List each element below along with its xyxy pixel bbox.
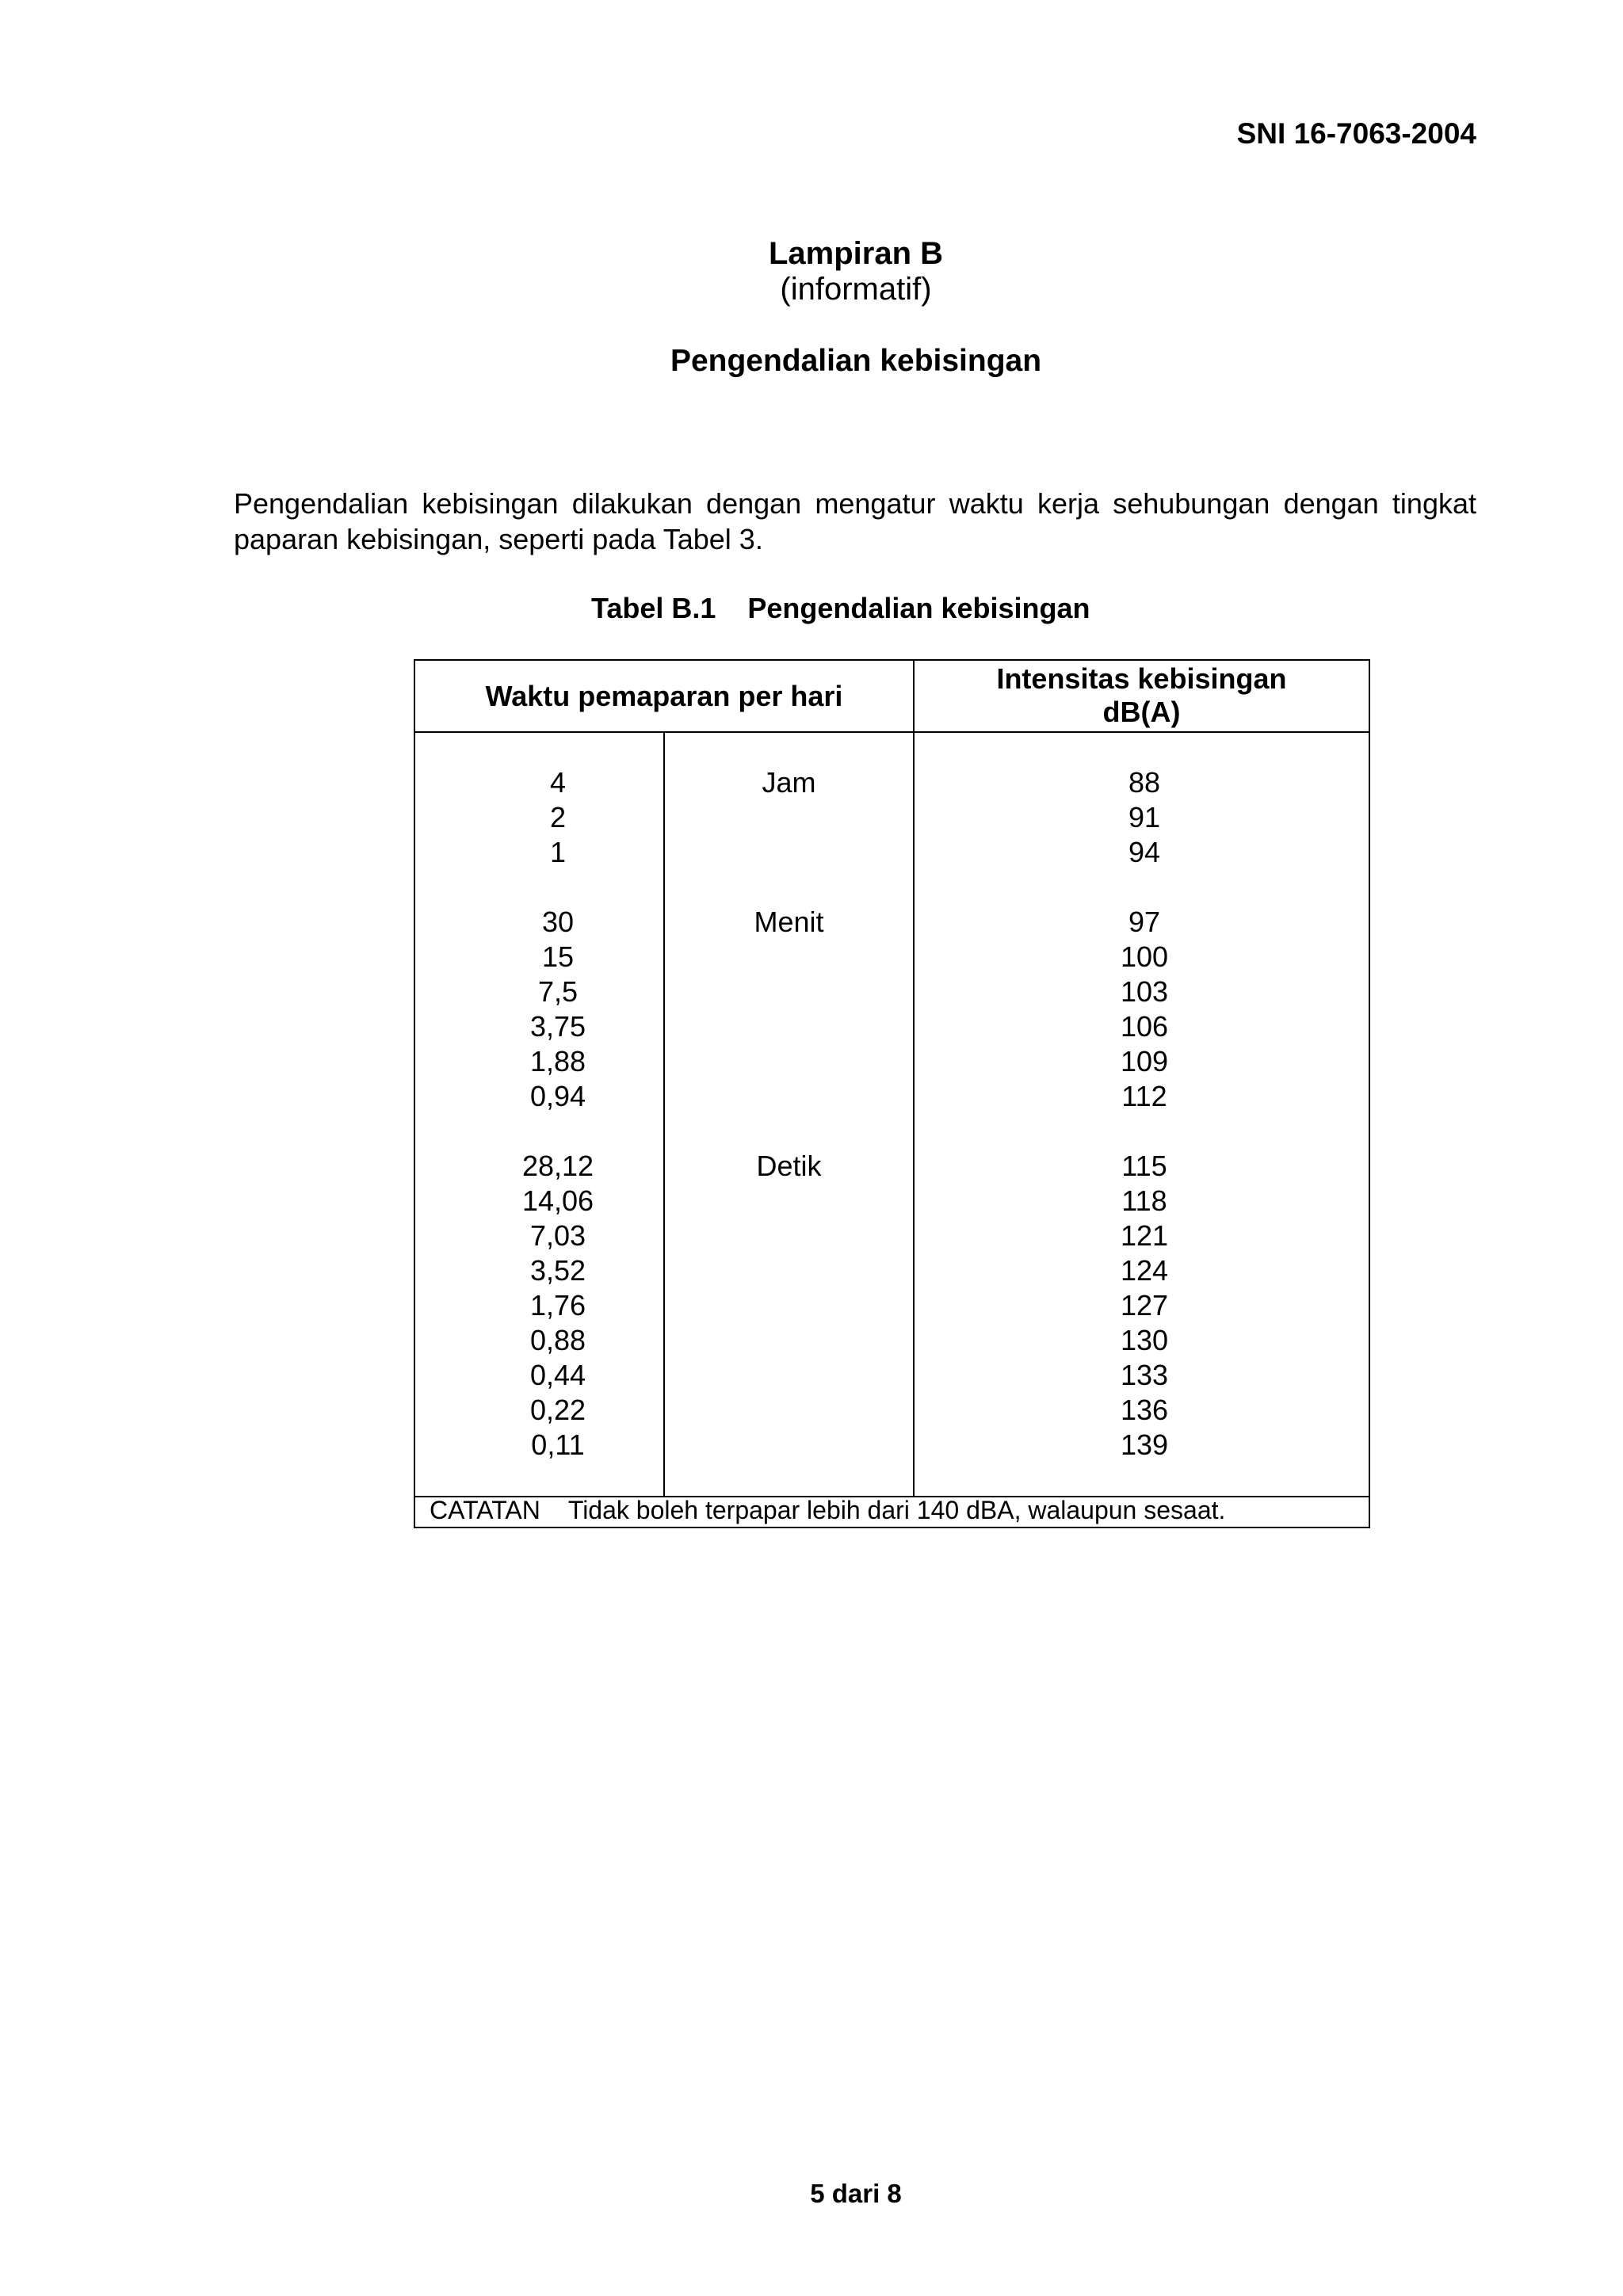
table-caption: Tabel B.1 Pengendalian kebisingan [591,592,1090,624]
table-row-level: 115 [1121,1150,1167,1182]
table-row-level: 121 [1120,1219,1169,1252]
table-row-level: 94 [1128,836,1161,868]
table-row-level: 130 [1120,1324,1169,1356]
table-row-level: 133 [1120,1359,1169,1391]
intensity-column [1065,765,1224,1463]
table-row-duration: 0,94 [529,1080,586,1112]
annex-type: (informatif) [780,272,932,307]
duration-column [495,765,621,1463]
table-row-duration: 7,03 [529,1219,586,1252]
table-row-duration: 1 [549,836,567,868]
annex-title: Lampiran B [768,236,944,271]
table-row-duration: 0,11 [531,1428,585,1461]
table-row-duration: 0,88 [529,1324,586,1356]
table-row-duration: 30 [541,906,575,938]
header-column-divider [913,661,915,1496]
table-row-duration: 0,22 [529,1394,586,1426]
table-row-duration: 28,12 [521,1150,594,1182]
table-row-duration: 14,06 [521,1184,594,1217]
table-row-duration: 4 [549,766,567,799]
table-row-duration: 3,75 [529,1010,586,1043]
table-row-level: 103 [1120,975,1169,1008]
table-row-level: 136 [1120,1394,1169,1426]
document-code: SNI 16-7063-2004 [1236,117,1476,150]
header-noise-intensity-line2: dB(A) [1102,696,1181,728]
header-bottom-rule [415,731,1369,733]
unit-column [665,765,913,1184]
noise-control-table [414,659,1370,1528]
table-row-level: 112 [1121,1080,1167,1112]
intro-paragraph: Pengendalian kebisingan dilakukan dengan mengatur waktu kerja sehubungan dengan tingkat paparan kebisingan, seperti pada Tabel 3. [234,487,1476,555]
table-row-level: 88 [1128,766,1161,799]
page-number: 5 dari 8 [810,2179,902,2208]
table-row-level: 91 [1128,801,1161,833]
table-row-duration: 2 [549,801,567,833]
table-note: CATATAN Tidak boleh terpapar lebih dari 140 dBA, walaupun sesaat. [430,1496,1226,1524]
table-row-level: 97 [1128,906,1161,938]
table-row-level: 106 [1120,1010,1169,1043]
table-row-level: 139 [1120,1428,1169,1461]
table-row-level: 118 [1121,1184,1167,1217]
header-noise-intensity [915,662,1369,729]
table-row-level: 124 [1120,1254,1169,1287]
table-row-duration: 1,88 [529,1045,586,1077]
table-row-duration: 0,44 [529,1359,586,1391]
table-row-duration: 15 [541,940,575,973]
table-row-level: 109 [1120,1045,1169,1077]
unit-label-hours: Jam [762,766,816,799]
unit-label-minutes: Menit [754,906,824,938]
table-row-duration: 1,76 [529,1289,586,1322]
table-row-duration: 7,5 [537,975,579,1008]
table-row-duration: 3,52 [529,1254,586,1287]
header-noise-intensity-line1: Intensitas kebisingan [996,662,1287,695]
unit-label-seconds: Detik [756,1150,822,1182]
table-row-level: 127 [1120,1289,1169,1322]
section-title: Pengendalian kebisingan [670,344,1042,378]
header-exposure-time: Waktu pemaparan per hari [485,680,843,712]
table-row-level: 100 [1120,940,1169,973]
